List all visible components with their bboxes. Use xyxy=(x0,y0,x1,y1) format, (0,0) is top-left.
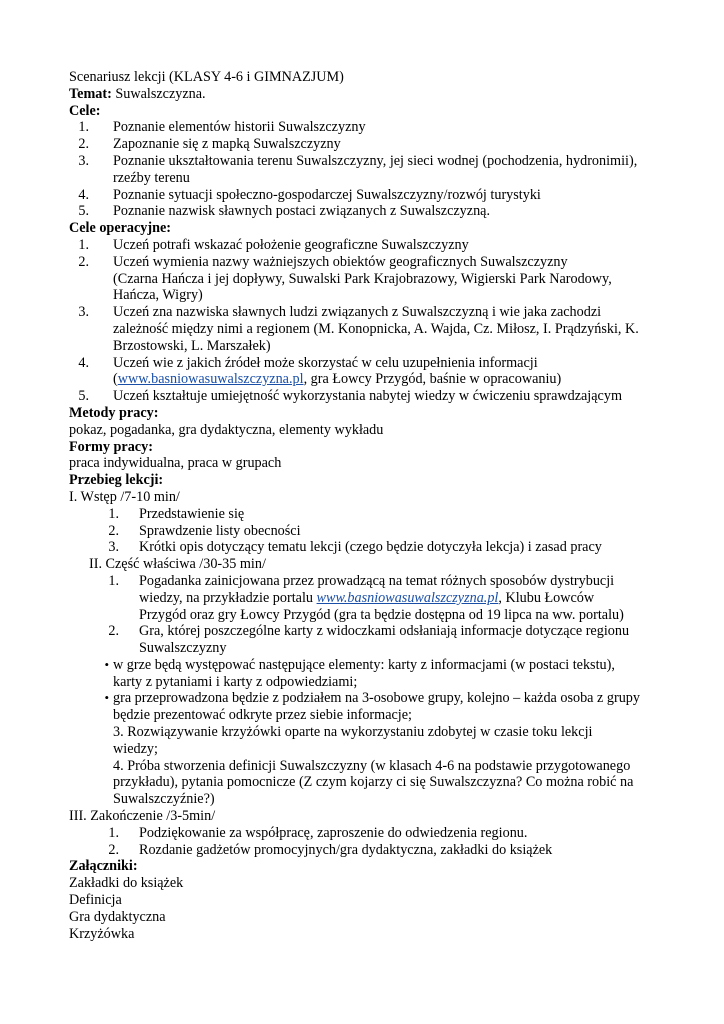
operational-item: 5. Uczeń kształtuje umiejętność wykorzystania nabytej wiedzy w ćwiczeniu sprawdzającym xyxy=(78,388,622,405)
attachment-item: Zakładki do książek xyxy=(69,875,184,892)
intro-item: 1. Przedstawienie się xyxy=(108,505,245,522)
main-item: 1. Pogadanka zainicjowana przez prowadzącą na temat różnych sposobów dystrybucji wiedzy, na przykładzie portalu www.basniowasuwalszczyzna.pl, Klubu Łowców Przygód oraz gry Łowcy Przygód (gra ta będzie dostępna od 19 lipca na ww. portalu) xyxy=(108,572,624,623)
bullet-item: • gra przeprowadzona będzie z podziałem na 3-osobowe grupy, kolejno – każda osoba z grupy będzie prezentować odkryte przez siebie informacje; xyxy=(69,690,669,724)
operational-heading: Cele operacyjne: xyxy=(69,220,172,237)
definition-paragraph: 4. Próba stworzenia definicji Suwalszczyzny (w klasach 4-6 na podstawie przygotowanego xyxy=(113,757,631,774)
scenario-header: Scenariusz lekcji (KLASY 4-6 i GIMNAZJUM) xyxy=(69,69,344,85)
intro-title: I. Wstęp /7-10 min/ xyxy=(69,488,180,505)
portal-link[interactable]: www.basniowasuwalszczyzna.pl xyxy=(117,371,304,388)
goal-item: 5. Poznanie nazwisk sławnych postaci związanych z Suwalszczyzną. xyxy=(78,203,491,220)
end-item: 1. Podziękowanie za współpracę, zaproszenie do odwiedzenia regionu. xyxy=(108,824,528,841)
end-title: III. Zakończenie /3-5min/ xyxy=(69,808,216,825)
forms-value: praca indywidualna, praca w grupach xyxy=(69,455,282,472)
topic-line xyxy=(69,86,669,103)
bullet-icon: • xyxy=(104,656,109,672)
course-heading: Przebieg lekcji: xyxy=(69,472,164,489)
main-item: 2. Gra, której poszczególne karty z widoczkami odsłaniają informacje dotyczące regionu Suwalszczyzny xyxy=(108,623,630,657)
operational-item: 2. Uczeń wymienia nazwy ważniejszych obiektów geograficznych Suwalszczyzny (Czarna Hańcza i jej dopływy, Suwalski Park Krajobrazowy, Wigierski Park Narodowy, Hańcza, Wigry) xyxy=(78,253,612,304)
portal-link[interactable]: www.basniowasuwalszczyzna.pl xyxy=(316,589,499,606)
operational-item: 3. Uczeń zna nazwiska sławnych ludzi związanych z Suwalszczyzną i wie jaka zachodzi zależność między nimi a regionem (M. Konopnicka, A. Wajda, Cz. Miłosz, I. Prądzyński, K. Brzostowski, L. Marszałek) xyxy=(78,304,639,354)
bullet-item: • w grze będą występować następujące elementy: karty z informacjami (w postaci tekstu), karty z pytaniami i karty z odpowiedziami; xyxy=(69,657,669,691)
goal-item: 2. Zapoznanie się z mapką Suwalszczyzny xyxy=(78,136,341,153)
attachment-item: Gra dydaktyczna xyxy=(69,908,166,925)
operational-item: 4. Uczeń wie z jakich źródeł może skorzystać w celu uzupełnienia informacji (www.basniowasuwalszczyzna.pl, gra Łowcy Przygód, baśnie w opracowaniu) xyxy=(78,354,562,388)
attachment-item: Definicja xyxy=(69,892,122,909)
intro-item: 3. Krótki opis dotyczący tematu lekcji (czego będzie dotyczyła lekcja) i zasad pracy xyxy=(108,539,602,556)
forms-heading: Formy pracy: xyxy=(69,438,153,455)
topic-value: Suwalszczyzna. xyxy=(111,85,206,102)
main-title: II. Część właściwa /30-35 min/ xyxy=(89,556,266,573)
intro-item: 2. Sprawdzenie listy obecności xyxy=(108,522,301,539)
bullet-icon: • xyxy=(104,690,109,706)
attachment-item: Krzyżówka xyxy=(69,925,135,942)
crossword-paragraph: 3. Rozwiązywanie krzyżówki oparte na wykorzystaniu zdobytej w czasie toku lekcji xyxy=(113,724,593,741)
document-page: Scenariusz lekcji (KLASY 4-6 i GIMNAZJUM) Temat: Suwalszczyzna. Cele: 1. Poznanie elementów historii Suwalszczyzny 2. Zapoznanie się z mapką Suwalszczyzny 3. Poznanie ukształtowania terenu Suwalszczyzny, jej sieci wodnej (pochodzenia, hydronimii), rzeźby terenu 4. Poznanie sytuacji społeczno-gospodarczej Suwalszczyzny/rozwój turystyki 5. Poznanie nazwisk sławnych postaci związanych z Suwalszczyzną. Cele operacyjne: 1. Uczeń potrafi wskazać położenie geograficzne Suwalszczyzny 2. Uczeń wymienia nazwy ważniejszych obiektów geograficznych Suwalszczyzny (Czarna Hańcza i jej dopływy, Suwalski Park Krajobrazowy, Wigierski Park Narodowy, Hańcza, Wigry) 3. Uczeń zna nazwiska sławnych ludzi związanych z Suwalszczyzną i wie jaka zachodzi zależność między nimi a regionem (M. Konopnicka, A. Wajda, Cz. Miłosz, I. Prądzyński, K. Brzostowski, L. Marszałek) 4. Uczeń wie z jakich źródeł może skorzystać w celu uzupełnienia informacji (www.basniowasuwalszczyzna.pl, gra Łowcy Przygód, baśnie w opracowaniu) 5. Uczeń kształtuje umiejętność wykorzystania nabytej wiedzy w ćwiczeniu sprawdzającym Metody pracy: pokaz, pogadanka, gra dydaktyczna, elementy wykładu Formy pracy: praca indywidualna, praca w grupach Przebieg lekcji: I. Wstęp /7-10 min/ 1. Przedstawienie się 2. Sprawdzenie listy obecności 3. Krótki opis dotyczący tematu lekcji (czego będzie dotyczyła lekcja) i zasad pracy II. Część właściwa /30-35 min/ 1. Pogadanka zainicjowana przez prowadzącą na temat różnych sposobów dystrybucji wiedzy, na przykładzie portalu www.basniowasuwalszczyzna.pl, Klubu Łowców Przygód oraz gry Łowcy Przygód (gra ta będzie dostępna od 19 lipca na ww. portalu) 2. Gra, której poszczególne karty z widoczkami odsłaniają informacje dotyczące regionu Suwalszczyzny • w grze będą występować następujące elementy: karty z informacjami (w postaci tekstu), karty z pytaniami i karty z odpowiedziami; • gra przeprowadzona będzie z podziałem na 3-osobowe grupy, kolejno – każda osoba z grupy będzie prezentować odkryte przez siebie informacje; 3. Rozwiązywanie krzyżówki oparte na wykorzystaniu zdobytej w czasie toku lekcji wiedzy; 4. Próba stworzenia definicji Suwalszczyzny (w klasach 4-6 na podstawie przygotowanego przykładu), pytania pomocnicze (Z czym kojarzy ci się Suwalszczyzna? Co można robić na Suwalszczyźnie?) III. Zakończenie /3-5min/ 1. Podziękowanie za współpracę, zaproszenie do odwiedzenia regionu. 2. Rozdanie gadżetów promocyjnych/gra dydaktyczna, zakładki do książek Załączniki: Zakładki do książek Definicja Gra dydaktyczna Krzyżówka xyxy=(69,69,669,942)
methods-heading: Metody pracy: xyxy=(69,404,159,421)
goal-item: 1. Poznanie elementów historii Suwalszczyzny xyxy=(78,119,366,136)
goal-item: 3. Poznanie ukształtowania terenu Suwalszczyzny, jej sieci wodnej (pochodzenia, hydronimii), rzeźby terenu xyxy=(78,152,638,186)
goal-item: 4. Poznanie sytuacji społeczno-gospodarczej Suwalszczyzny/rozwój turystyki xyxy=(78,186,541,203)
topic-label: Temat: xyxy=(69,85,112,102)
goals-heading: Cele: xyxy=(69,102,101,119)
methods-value: pokaz, pogadanka, gra dydaktyczna, elementy wykładu xyxy=(69,421,384,438)
operational-item: 1. Uczeń potrafi wskazać położenie geograficzne Suwalszczyzny xyxy=(78,236,469,253)
attachments-heading: Załączniki: xyxy=(69,858,138,875)
end-item: 2. Rozdanie gadżetów promocyjnych/gra dydaktyczna, zakładki do książek xyxy=(108,841,553,858)
